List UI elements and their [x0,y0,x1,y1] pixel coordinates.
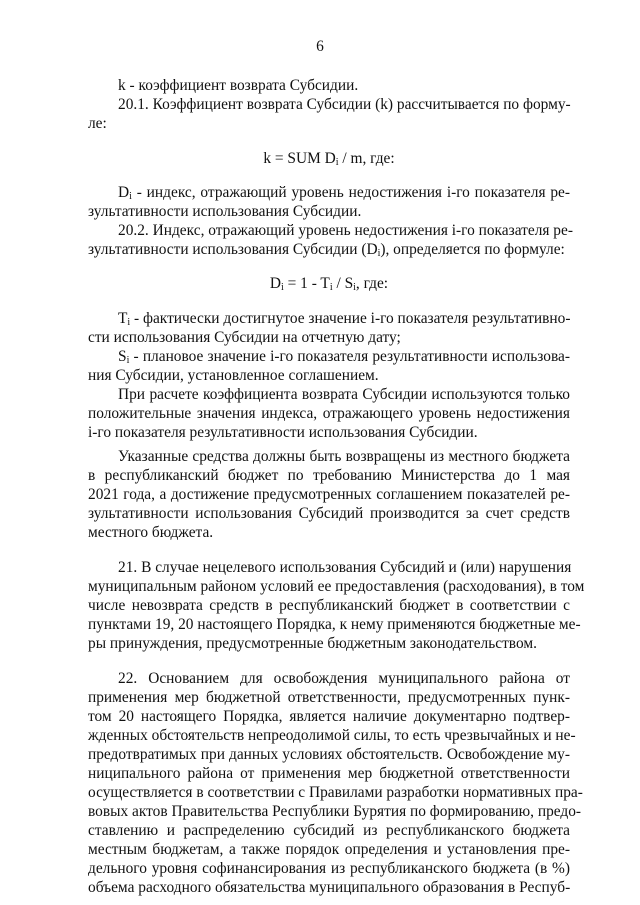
calc-note-line-3: i-го показателя результативности использования Субсидии. [88,424,478,441]
di-definition-line-1: $D_i$ - индекс, отражающий уровень недостижения i-го показателя ре- [118,184,570,202]
clause-22-line-7: осуществляется в соответствии с Правилами разработки нормативных пра- [88,784,583,801]
ti-definition-line-2: сти использования Субсидии на отчетную дату; [88,329,401,346]
return-note-line-5: местного бюджета. [88,524,214,541]
formula-d: $D_i = 1 - T_i / S_i$, где: [269,275,389,293]
si-definition-line-1: $S_i$ - плановое значение i-го показателя результативности использова- [118,348,570,366]
clause-20-1-line-2: ле: [88,115,107,132]
clause-22-line-5: предотвратимых при данных условиях обстоятельств. Освобождение му- [88,746,570,763]
clause-20-1-line-1: 20.1. Коэффициент возврата Субсидии (k) рассчитывается по форму- [118,96,571,113]
clause-21-line-4: пунктами 19, 20 настоящего Порядка, к нему применяются бюджетные ме- [88,616,581,633]
clause-22-line-8: вовых актов Правительства Республики Бурятия по формированию, предо- [88,803,582,820]
di-definition-line-2: зультативности использования Субсидии. [88,203,362,220]
calc-note-line-2: положительные значения индекса, отражающего уровень недостижения [88,405,570,422]
k-definition: k - коэффициент возврата Субсидии. [118,77,359,94]
return-note-line-2: в республиканский бюджет по требованию Министерства до 1 мая [88,467,570,484]
return-note-line-3: 2021 года, а достижение предусмотренных соглашением показателей ре- [88,486,570,503]
clause-21-line-5: ры принуждения, предусмотренные бюджетным законодательством. [88,635,537,652]
si-definition-line-2: ния Субсидии, установленное соглашением. [88,367,379,384]
clause-22-line-6: ниципального района от применения мер бюджетной ответственности [88,765,570,782]
clause-22-line-9: ставлению и распределению субсидий из республиканского бюджета [88,822,570,839]
page-number: 6 [316,38,324,55]
clause-22-line-12: объема расходного обязательства муниципального образования в Респуб- [88,879,571,896]
clause-22-line-11: дельного уровня софинансирования из республиканского бюджета (в %) [88,860,570,877]
clause-22-line-3: том 20 настоящего Порядка, является наличие документарно подтвер- [88,708,570,725]
clause-21-line-1: 21. В случае нецелевого использования Субсидий и (или) нарушения [118,559,572,576]
clause-22-line-1: 22. Основанием для освобождения муниципального района от [118,670,570,687]
clause-20-2-line-2: зультативности использования Субсидии $(D_i)$, определяется по формуле: [88,241,565,259]
clause-21-line-3: числе невозврата средств в республиканский бюджет в соответствии с [88,597,570,614]
calc-note-line-1: При расчете коэффициента возврата Субсидии используются только [118,386,570,403]
formula-k: k = SUM $D_i$ / m, где: [263,150,395,168]
clause-22-line-10: местным бюджетам, а также порядок определения и установления пре- [88,841,570,858]
clause-22-line-4: жденных обстоятельств непреодолимой силы, то есть чрезвычайных и не- [88,727,576,744]
clause-20-2-line-1: 20.2. Индекс, отражающий уровень недостижения i-го показателя ре- [118,222,573,239]
return-note-line-1: Указанные средства должны быть возвращены из местного бюджета [118,448,570,465]
clause-22-line-2: применения мер бюджетной ответственности, предусмотренных пунк- [88,689,570,706]
clause-21-line-2: муниципальным районом условий ее предоставления (расходования), в том [88,578,585,595]
return-note-line-4: зультативности использования Субсидий производится за счет средств [88,505,570,522]
ti-definition-line-1: $T_i$ - фактически достигнутое значение i-го показателя результативно- [118,310,571,328]
